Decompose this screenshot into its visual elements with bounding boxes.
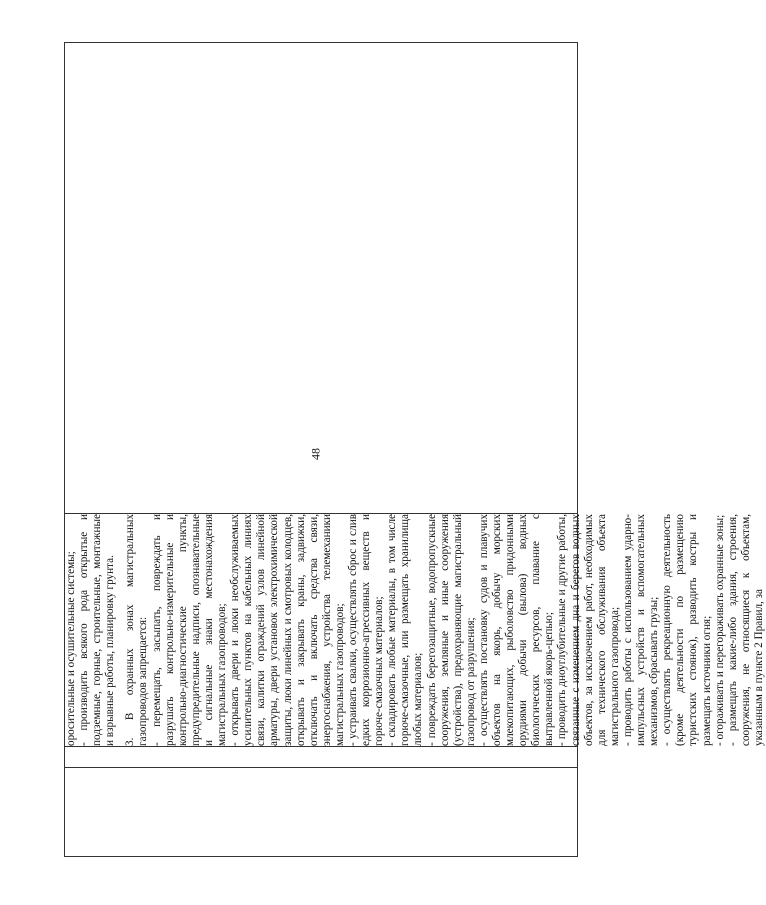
content-table	[64, 42, 765, 857]
text-line: - устраивать свалки, осуществлять сброс и слив едких коррозионно-агрессивных веществ и горюче-смазочных материалов;	[346, 514, 386, 746]
text-line: - складировать любые материалы, в том числе горюче-смазочные, или размещать хранилища любых материалов;	[386, 514, 425, 746]
table-cell-2	[65, 747, 578, 768]
page-number-text: 48	[308, 448, 323, 460]
rotated-table	[64, 47, 765, 857]
text-line: - перемещать, засыпать, повреждать и разрушать контрольно-измерительные и контрольно-диагностические пункты, предупредительные надписи, опознавательные и сигнальные знаки местонахождения магистральных газопроводов;	[150, 514, 229, 746]
text-line: - осуществлять рекреационную деятельность (кроме деятельности по размещению туристских стоянок), разводить костры и размещать источники огня;	[661, 514, 713, 746]
text-line: оросительные и осушительные системы;	[65, 551, 77, 746]
regulation-text	[65, 514, 766, 746]
table-cell-empty	[65, 43, 578, 514]
text-line: - проводить дноуглубительные и другие работы, связанные с изменением дна и берегов водных объектов, за исключением работ, необходимых для технического обслуживания объекта магистрального газопровода;	[556, 514, 621, 746]
text-line: - производить всякого рода открытые и подземные, горные, строительные, монтажные и взрывные работы, планировку грунта.	[78, 514, 117, 746]
text-line: - огораживать и перегораживать охранные зоны;	[713, 514, 726, 746]
table-cell-1	[65, 768, 578, 857]
text-line: 3. В охранных зонах магистральных газопроводов запрещается:	[124, 514, 150, 746]
text-line: - открывать двери и люки необслуживаемых усилительных пунктов на кабельных линиях связи, калитки ограждений узлов линейной арматуры, двери установок электрохимической защиты, люки линейных и смотровых колодцев, открывать и закрывать краны, задвижки, отключать и включать средства связи, энергоснабжения, устройства телемеханики магистральных газопроводов;	[229, 514, 346, 746]
text-line: - повреждать берегозащитные, водопропускные сооружения, земляные и иные сооружения (устройства), предохраняющие магистральный газопровод от разрушения;	[425, 514, 477, 746]
text-line: - размещать какие-либо здания, строения, сооружения, не относящиеся к объектам, указанным в пункте 2 Правил, за	[726, 514, 765, 746]
table-cell-text	[65, 514, 765, 747]
text-line: - проводить работы с использованием ударно-импульсных устройств и вспомогательных механизмов, сбрасывать грузы;	[621, 514, 661, 746]
text-line: - осуществлять постановку судов и плавучих объектов на якорь, добычу морских млекопитающих, рыболовство придонными орудиями добычи (вылова) водных биологических ресурсов, плавание с вытравленной якорь-цепью;	[477, 514, 556, 746]
